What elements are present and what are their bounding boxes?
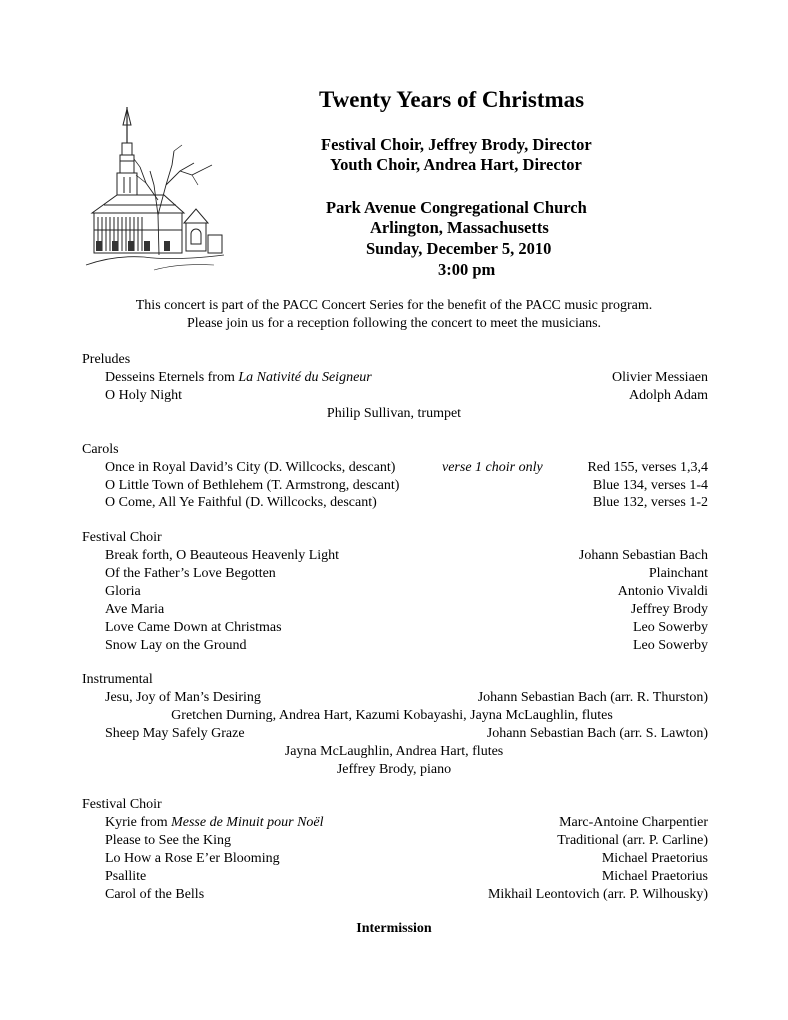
piece-title: Lo How a Rose E’er Blooming (105, 851, 280, 866)
performer-line: Gretchen Durning, Andrea Hart, Kazumi Kobayashi, Jayna McLaughlin, flutes (171, 708, 613, 723)
piece-title: Gloria (105, 584, 141, 599)
performer-line: Jeffrey Brody, piano (336, 762, 452, 777)
list-item (105, 689, 708, 707)
section-heading-preludes: Preludes (82, 352, 131, 367)
piece-composer: Michael Praetorius (601, 869, 708, 884)
page-title: Twenty Years of Christmas (319, 87, 585, 112)
section-heading-festival-choir-2: Festival Choir (82, 797, 162, 812)
piece-composer: Mikhail Leontovich (arr. P. Wilhousky) (487, 887, 708, 902)
piece-title: Desseins Eternels from La Nativité du Seigneur (105, 370, 372, 385)
carol-title: O Come, All Ye Faithful (D. Willcocks, descant) (105, 495, 377, 510)
piece-composer: Marc-Antoine Charpentier (559, 815, 708, 830)
list-item (105, 583, 708, 601)
church-sketch-icon (84, 105, 226, 275)
list-item (105, 477, 708, 495)
list-item (105, 814, 708, 832)
list-item (105, 637, 708, 655)
list-item (105, 886, 708, 904)
piece-title: Ave Maria (105, 602, 165, 617)
list-item (105, 832, 708, 850)
concert-date: Sunday, December 5, 2010 (366, 239, 552, 258)
list-item (105, 725, 708, 743)
venue-city: Arlington, Massachusetts (370, 218, 549, 237)
performer-line: Jayna McLaughlin, Andrea Hart, flutes (284, 744, 504, 759)
piece-title: Kyrie from Messe de Minuit pour Noël (105, 815, 324, 830)
piece-composer: Johann Sebastian Bach (arr. S. Lawton) (486, 726, 708, 741)
venue-name: Park Avenue Congregational Church (326, 198, 587, 217)
section-heading-instrumental: Instrumental (82, 672, 153, 687)
piece-composer: Jeffrey Brody (630, 602, 708, 617)
performer-line: Philip Sullivan, trumpet (326, 406, 462, 421)
hymnal-ref: Blue 134, verses 1-4 (592, 478, 708, 493)
piece-composer: Leo Sowerby (632, 638, 708, 653)
intermission-label: Intermission (356, 921, 432, 936)
list-item (105, 369, 708, 387)
list-item (105, 547, 708, 565)
piece-title: Snow Lay on the Ground (105, 638, 247, 653)
piece-composer: Olivier Messiaen (611, 370, 708, 385)
carol-title: Once in Royal David’s City (D. Willcocks, descant) (105, 460, 396, 475)
piece-composer: Antonio Vivaldi (617, 584, 708, 599)
piece-title: Carol of the Bells (105, 887, 205, 902)
piece-composer: Michael Praetorius (601, 851, 708, 866)
intro-line-1: This concert is part of the PACC Concert Series for the benefit of the PACC music program. (135, 298, 653, 313)
hymnal-ref: Red 155, verses 1,3,4 (587, 460, 708, 475)
piece-composer: Adolph Adam (629, 388, 708, 403)
piece-composer: Johann Sebastian Bach (arr. R. Thurston) (477, 690, 708, 705)
carol-title: O Little Town of Bethlehem (T. Armstrong, descant) (105, 478, 400, 493)
piece-title: Break forth, O Beauteous Heavenly Light (105, 548, 340, 563)
piece-composer: Plainchant (648, 566, 708, 581)
choir-director-1: Festival Choir, Jeffrey Brody, Director (321, 135, 592, 154)
list-item (105, 459, 708, 477)
hymnal-ref: Blue 132, verses 1-2 (592, 495, 708, 510)
piece-title: O Holy Night (105, 388, 182, 403)
piece-title: Of the Father’s Love Begotten (105, 566, 276, 581)
list-item (105, 494, 708, 512)
list-item (105, 619, 708, 637)
list-item (105, 387, 708, 405)
list-item (105, 868, 708, 886)
list-item (105, 565, 708, 583)
concert-time: 3:00 pm (438, 260, 496, 279)
list-item (105, 850, 708, 868)
section-heading-festival-choir: Festival Choir (82, 530, 162, 545)
intro-line-2: Please join us for a reception following the concert to meet the musicians. (186, 316, 602, 331)
piece-title: Jesu, Joy of Man’s Desiring (105, 690, 261, 705)
section-heading-carols: Carols (82, 442, 119, 457)
piece-title: Sheep May Safely Graze (105, 726, 245, 741)
list-item (105, 601, 708, 619)
piece-composer: Johann Sebastian Bach (578, 548, 708, 563)
piece-title: Love Came Down at Christmas (105, 620, 282, 635)
piece-composer: Traditional (arr. P. Carline) (557, 833, 708, 848)
choir-director-2: Youth Choir, Andrea Hart, Director (330, 155, 582, 174)
piece-title: Please to See the King (105, 833, 231, 848)
piece-composer: Leo Sowerby (632, 620, 708, 635)
piece-title: Psallite (105, 869, 147, 884)
carol-note: verse 1 choir only (442, 460, 543, 475)
